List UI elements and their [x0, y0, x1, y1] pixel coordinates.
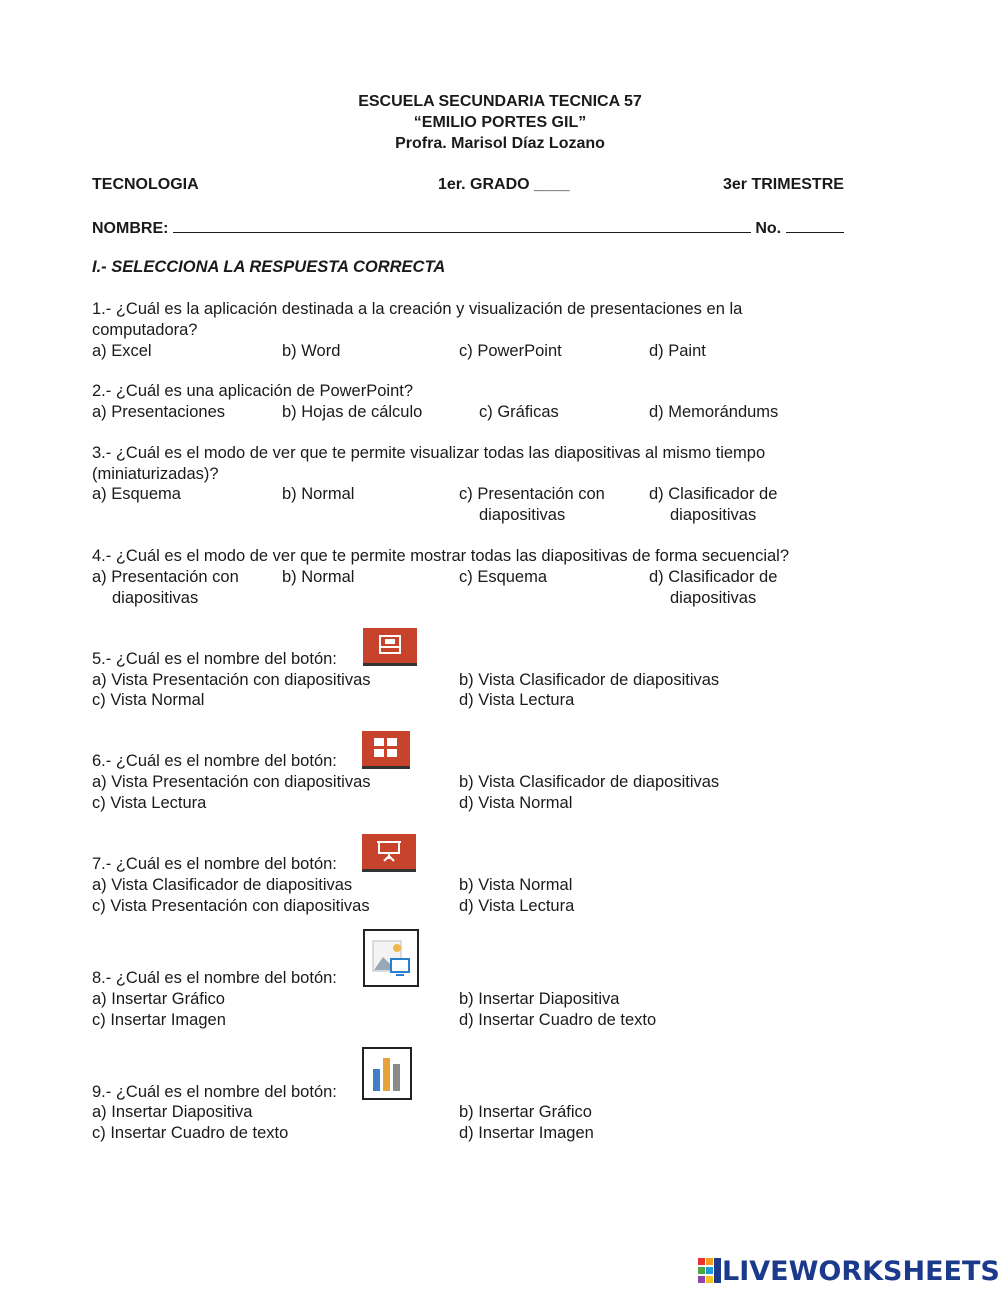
trimester-label: 3er TRIMESTRE — [723, 176, 844, 193]
number-blank[interactable] — [786, 218, 844, 233]
q8-option-b[interactable]: b) Insertar Diapositiva — [459, 990, 620, 1008]
question-9-line-1: 9.- ¿Cuál es el nombre del botón: — [92, 1083, 337, 1101]
question-1-line-1: 1.- ¿Cuál es la aplicación destinada a la creación y visualización de presentaciones en la — [92, 300, 743, 318]
q2-option-d[interactable]: d) Memorándums — [649, 403, 779, 421]
q5-option-c[interactable]: c) Vista Normal — [92, 691, 205, 709]
question-6-line-1: 6.- ¿Cuál es el nombre del botón: — [92, 752, 337, 770]
q4-option-c[interactable]: c) Esquema — [459, 568, 548, 586]
q5-option-d[interactable]: d) Vista Lectura — [459, 691, 575, 709]
insert-picture-icon — [363, 929, 419, 987]
q7-option-b[interactable]: b) Vista Normal — [459, 876, 573, 894]
q6-option-b[interactable]: b) Vista Clasificador de diapositivas — [459, 773, 720, 791]
section-title: I.- SELECCIONA LA RESPUESTA CORRECTA — [92, 258, 446, 276]
q4-option-a[interactable]: a) Presentación con — [92, 568, 239, 586]
question-3-line-1: 3.- ¿Cuál es el modo de ver que te permite visualizar todas las diapositivas al mismo tiempo — [92, 444, 766, 462]
question-4-line-1: 4.- ¿Cuál es el modo de ver que te permite mostrar todas las diapositivas de forma secuencial? — [92, 547, 790, 565]
q8-option-a[interactable]: a) Insertar Gráfico — [92, 990, 225, 1008]
q4-option-b[interactable]: b) Normal — [282, 568, 355, 586]
school-title: ESCUELA SECUNDARIA TECNICA 57 — [358, 93, 642, 110]
question-2-line-1: 2.- ¿Cuál es una aplicación de PowerPoint? — [92, 382, 414, 400]
q3-option-a[interactable]: a) Esquema — [92, 485, 181, 503]
q2-option-b[interactable]: b) Hojas de cálculo — [282, 403, 423, 421]
q6-option-a[interactable]: a) Vista Presentación con diapositivas — [92, 773, 371, 791]
question-7-line-1: 7.- ¿Cuál es el nombre del botón: — [92, 855, 337, 873]
q9-option-a[interactable]: a) Insertar Diapositiva — [92, 1103, 253, 1121]
q1-option-c[interactable]: c) PowerPoint — [459, 342, 562, 360]
q6-option-c[interactable]: c) Vista Lectura — [92, 794, 207, 812]
subject-label: TECNOLOGIA — [92, 176, 199, 193]
q1-option-a[interactable]: a) Excel — [92, 342, 152, 360]
q7-option-a[interactable]: a) Vista Clasificador de diapositivas — [92, 876, 353, 894]
insert-chart-icon — [362, 1047, 412, 1100]
q5-option-b[interactable]: b) Vista Clasificador de diapositivas — [459, 671, 720, 689]
q4-option-d-cont[interactable]: diapositivas — [670, 589, 757, 607]
teacher-name: Profra. Marisol Díaz Lozano — [395, 135, 605, 152]
q1-option-b[interactable]: b) Word — [282, 342, 341, 360]
q4-option-d[interactable]: d) Clasificador de — [649, 568, 778, 586]
slideshow-icon — [362, 834, 416, 872]
liveworksheets-logo-icon — [698, 1258, 722, 1284]
name-label: NOMBRE: — [92, 220, 169, 237]
question-8-line-1: 8.- ¿Cuál es el nombre del botón: — [92, 969, 337, 987]
name-field-row — [92, 218, 844, 238]
q3-option-d-cont[interactable]: diapositivas — [670, 506, 757, 524]
school-name: “EMILIO PORTES GIL” — [413, 114, 587, 131]
q9-option-c[interactable]: c) Insertar Cuadro de texto — [92, 1124, 289, 1142]
q2-option-a[interactable]: a) Presentaciones — [92, 403, 225, 421]
q3-option-c-cont[interactable]: diapositivas — [479, 506, 566, 524]
q2-option-c[interactable]: c) Gráficas — [479, 403, 559, 421]
question-5-line-1: 5.- ¿Cuál es el nombre del botón: — [92, 650, 337, 668]
q1-option-d[interactable]: d) Paint — [649, 342, 706, 360]
name-blank[interactable] — [173, 218, 751, 233]
grade-label: 1er. GRADO ____ — [438, 176, 570, 193]
q5-option-a[interactable]: a) Vista Presentación con diapositivas — [92, 671, 371, 689]
q3-option-c[interactable]: c) Presentación con — [459, 485, 605, 503]
q9-option-b[interactable]: b) Insertar Gráfico — [459, 1103, 592, 1121]
q3-option-d[interactable]: d) Clasificador de — [649, 485, 778, 503]
question-1-line-2: computadora? — [92, 321, 198, 339]
number-label: No. — [755, 220, 782, 237]
liveworksheets-logo — [698, 1256, 1000, 1286]
q7-option-d[interactable]: d) Vista Lectura — [459, 897, 575, 915]
slide-sorter-icon — [362, 731, 410, 769]
reading-view-icon — [363, 628, 417, 666]
q8-option-c[interactable]: c) Insertar Imagen — [92, 1011, 226, 1029]
question-3-line-2: (miniaturizadas)? — [92, 465, 219, 483]
q7-option-c[interactable]: c) Vista Presentación con diapositivas — [92, 897, 370, 915]
liveworksheets-logo-text: LIVEWORKSHEETS — [722, 1255, 1000, 1287]
q6-option-d[interactable]: d) Vista Normal — [459, 794, 573, 812]
q9-option-d[interactable]: d) Insertar Imagen — [459, 1124, 594, 1142]
q3-option-b[interactable]: b) Normal — [282, 485, 355, 503]
q4-option-a-cont[interactable]: diapositivas — [112, 589, 199, 607]
q8-option-d[interactable]: d) Insertar Cuadro de texto — [459, 1011, 657, 1029]
